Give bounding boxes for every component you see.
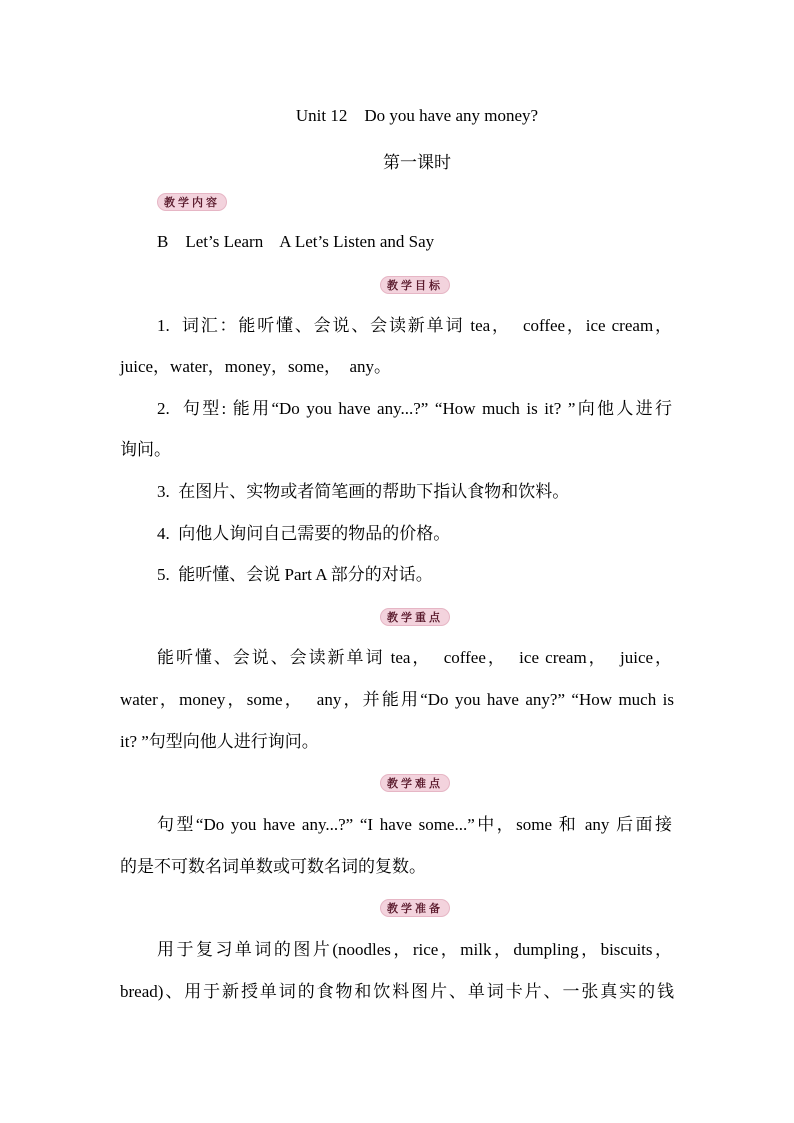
key-points-line-1: 能听懂、会说、会读新单词 tea， coffee， ice cream， juice， xyxy=(157,648,672,667)
objective-2-line-2: 询问。 xyxy=(120,440,171,459)
objective-1-line-2: juice，water，money，some， any。 xyxy=(120,357,391,376)
objective-5: 5. 能听懂、会说 Part A 部分的对话。 xyxy=(157,565,433,584)
objective-3: 3. 在图片、实物或者简笔画的帮助下指认食物和饮料。 xyxy=(157,482,570,501)
section-badge-preparation: 教学准备 xyxy=(380,899,450,917)
objective-4: 4. 向他人询问自己需要的物品的价格。 xyxy=(157,524,451,543)
section-badge-key-points: 教学重点 xyxy=(380,608,450,626)
preparation-line-2: bread)、用于新授单词的食物和饮料图片、单词卡片、一张真实的钱 xyxy=(120,982,674,1001)
key-points-line-3: it? ”句型向他人进行询问。 xyxy=(120,732,319,751)
section-badge-content: 教学内容 xyxy=(157,193,227,211)
difficulties-line-1: 句型“Do you have any...?” “I have some...”中，some 和 any 后面接 xyxy=(157,815,672,834)
difficulties-line-2: 的是不可数名词单数或可数名词的复数。 xyxy=(120,857,426,876)
section-badge-difficulties: 教学难点 xyxy=(380,774,450,792)
content-text: B Let’s Learn A Let’s Listen and Say xyxy=(157,232,435,251)
section-badge-objectives: 教学目标 xyxy=(380,276,450,294)
page-title: Unit 12 Do you have any money? xyxy=(295,106,539,125)
preparation-line-1: 用于复习单词的图片(noodles，rice，milk，dumpling，biscuits， xyxy=(157,940,672,959)
objective-2-line-1: 2. 句型: 能用“Do you have any...?” “How much is it? ”向他人进行 xyxy=(157,399,672,418)
objective-1-line-1: 1. 词汇：能听懂、会说、会读新单词 tea， coffee，ice cream， xyxy=(157,316,672,335)
key-points-line-2: water，money，some， any，并能用“Do you have any?” “How much is xyxy=(120,690,674,709)
lesson-period: 第一课时 xyxy=(383,153,451,172)
